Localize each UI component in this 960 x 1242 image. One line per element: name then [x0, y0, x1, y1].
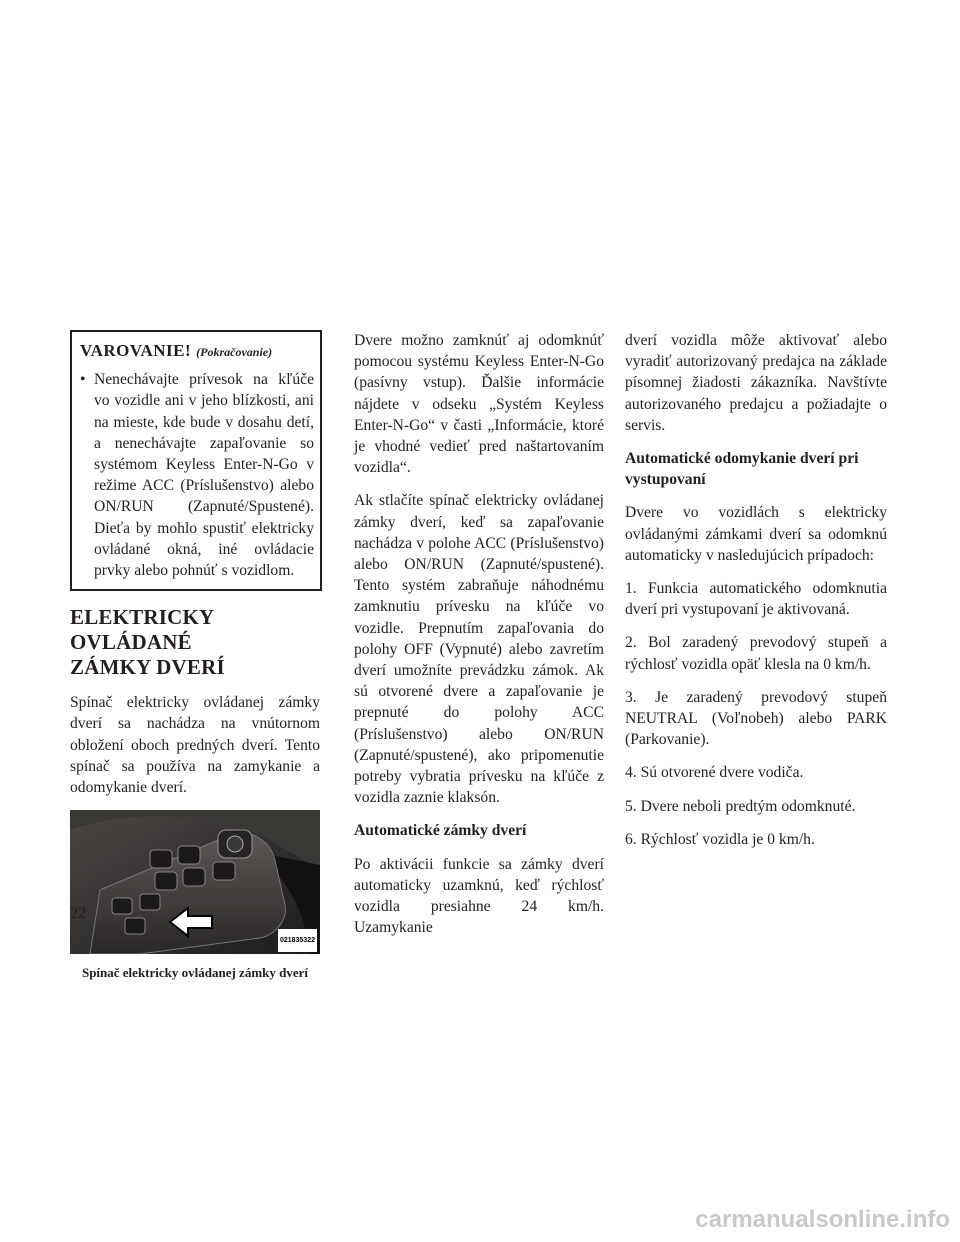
subheading: Automatické zámky dverí	[354, 822, 527, 840]
figure-code: 021835322	[278, 929, 317, 952]
list-item: 6. Rýchlosť vozidla je 0 km/h.	[625, 830, 815, 848]
door-lock-switch-photo	[70, 810, 320, 954]
list-item: 5. Dvere neboli predtým odomknuté.	[625, 797, 856, 815]
middle-column	[354, 330, 604, 950]
warning-box	[70, 330, 322, 591]
watermark: carmanualsonline.info	[695, 1206, 950, 1233]
section-title-line2: ZÁMKY DVERÍ	[70, 655, 225, 680]
paragraph: Dvere možno zamknúť aj odomknúť pomocou systému Keyless Enter-N-Go (pasívny vstup). Ďalšie informácie nájdete v odseku „Systém Keyless Enter-N-Go“ v časti „Informácie, ktoré je vhodné vedieť pred naštartovaním vozidla“.	[354, 332, 604, 477]
bullet-icon: •	[80, 371, 86, 389]
subheading: Automatické odomykanie dverí pri vystupovaní	[625, 450, 859, 489]
section-title	[70, 605, 320, 680]
paragraph: Ak stlačíte spínač elektricky ovládanej zámky dverí, keď sa zapaľovanie nachádza v polohe ACC (Príslušenstvo) alebo ON/RUN (Zapnuté/spustené). Tento systém zabraňuje náhodnému zamknutiu prívesku na kľúče vo vozidle. Prepnutím zapaľovania do polohy OFF (Vypnuté) alebo zavretím dverí umožníte prevádzku zámok. Ak sú otvorené dvere a zapaľovanie je prepnuté do polohy ACC (Príslušenstvo) alebo ON/RUN (Zapnuté/spustené), ako pripomenutie potreby vybratia prívesku na kľúče z vozidla zaznie klaksón.	[354, 492, 604, 807]
section-intro: Spínač elektricky ovládanej zámky dverí sa nachádza na vnútornom obložení oboch predných dverí. Tento spínač sa používa na zamykanie a odomykanie dverí.	[70, 694, 320, 797]
list-item: 1. Funkcia automatického odomknutia dverí pri vystupovaní je aktivovaná.	[625, 580, 887, 619]
paragraph: Po aktivácii funkcie sa zámky dverí automaticky uzamknú, keď rýchlosť vozidla presiahne 24 km/h. Uzamykanie	[354, 855, 604, 937]
section-title-line1: ELEKTRICKY OVLÁDANÉ	[70, 605, 214, 655]
paragraph: Dvere vo vozidlách s elektricky ovládanými zámkami dverí sa odomknú automaticky v nasledujúcich prípadoch:	[625, 504, 887, 564]
list-item: 3. Je zaradený prevodový stupeň NEUTRAL (Voľnobeh) alebo PARK (Parkovanie).	[625, 688, 887, 749]
right-column	[625, 330, 887, 862]
list-item: 2. Bol zaradený prevodový stupeň a rýchlosť vozidla opäť klesla na 0 km/h.	[625, 634, 887, 673]
page-number: 22	[70, 905, 86, 922]
warning-subtitle: (Pokračovanie)	[196, 345, 273, 359]
list-item: 4. Sú otvorené dvere vodiča.	[625, 764, 804, 782]
left-column	[70, 330, 320, 983]
warning-text: Nenechávajte prívesok na kľúče vo vozidle ani v jeho blízkosti, ani na mieste, kde bude v dosahu detí, a nenechávajte zapaľovanie so systémom Keyless Enter-N-Go v režime ACC (Príslušenstvo) alebo ON/RUN (Zapnuté/Spustené). Dieťa by mohlo spustiť elektricky ovládané okná, iné ovládacie prvky alebo pohnúť s vozidlom.	[94, 371, 314, 580]
warning-item	[80, 369, 314, 581]
warning-title: VAROVANIE!	[80, 341, 192, 360]
paragraph: dverí vozidla môže aktivovať alebo vyradiť autorizovaný predajca na základe písomnej žiadosti zákazníka. Navštívte autorizovaného predajcu a požiadajte o servis.	[625, 332, 887, 434]
warning-header	[80, 340, 314, 363]
figure-caption: Spínač elektricky ovládanej zámky dverí	[81, 965, 309, 981]
